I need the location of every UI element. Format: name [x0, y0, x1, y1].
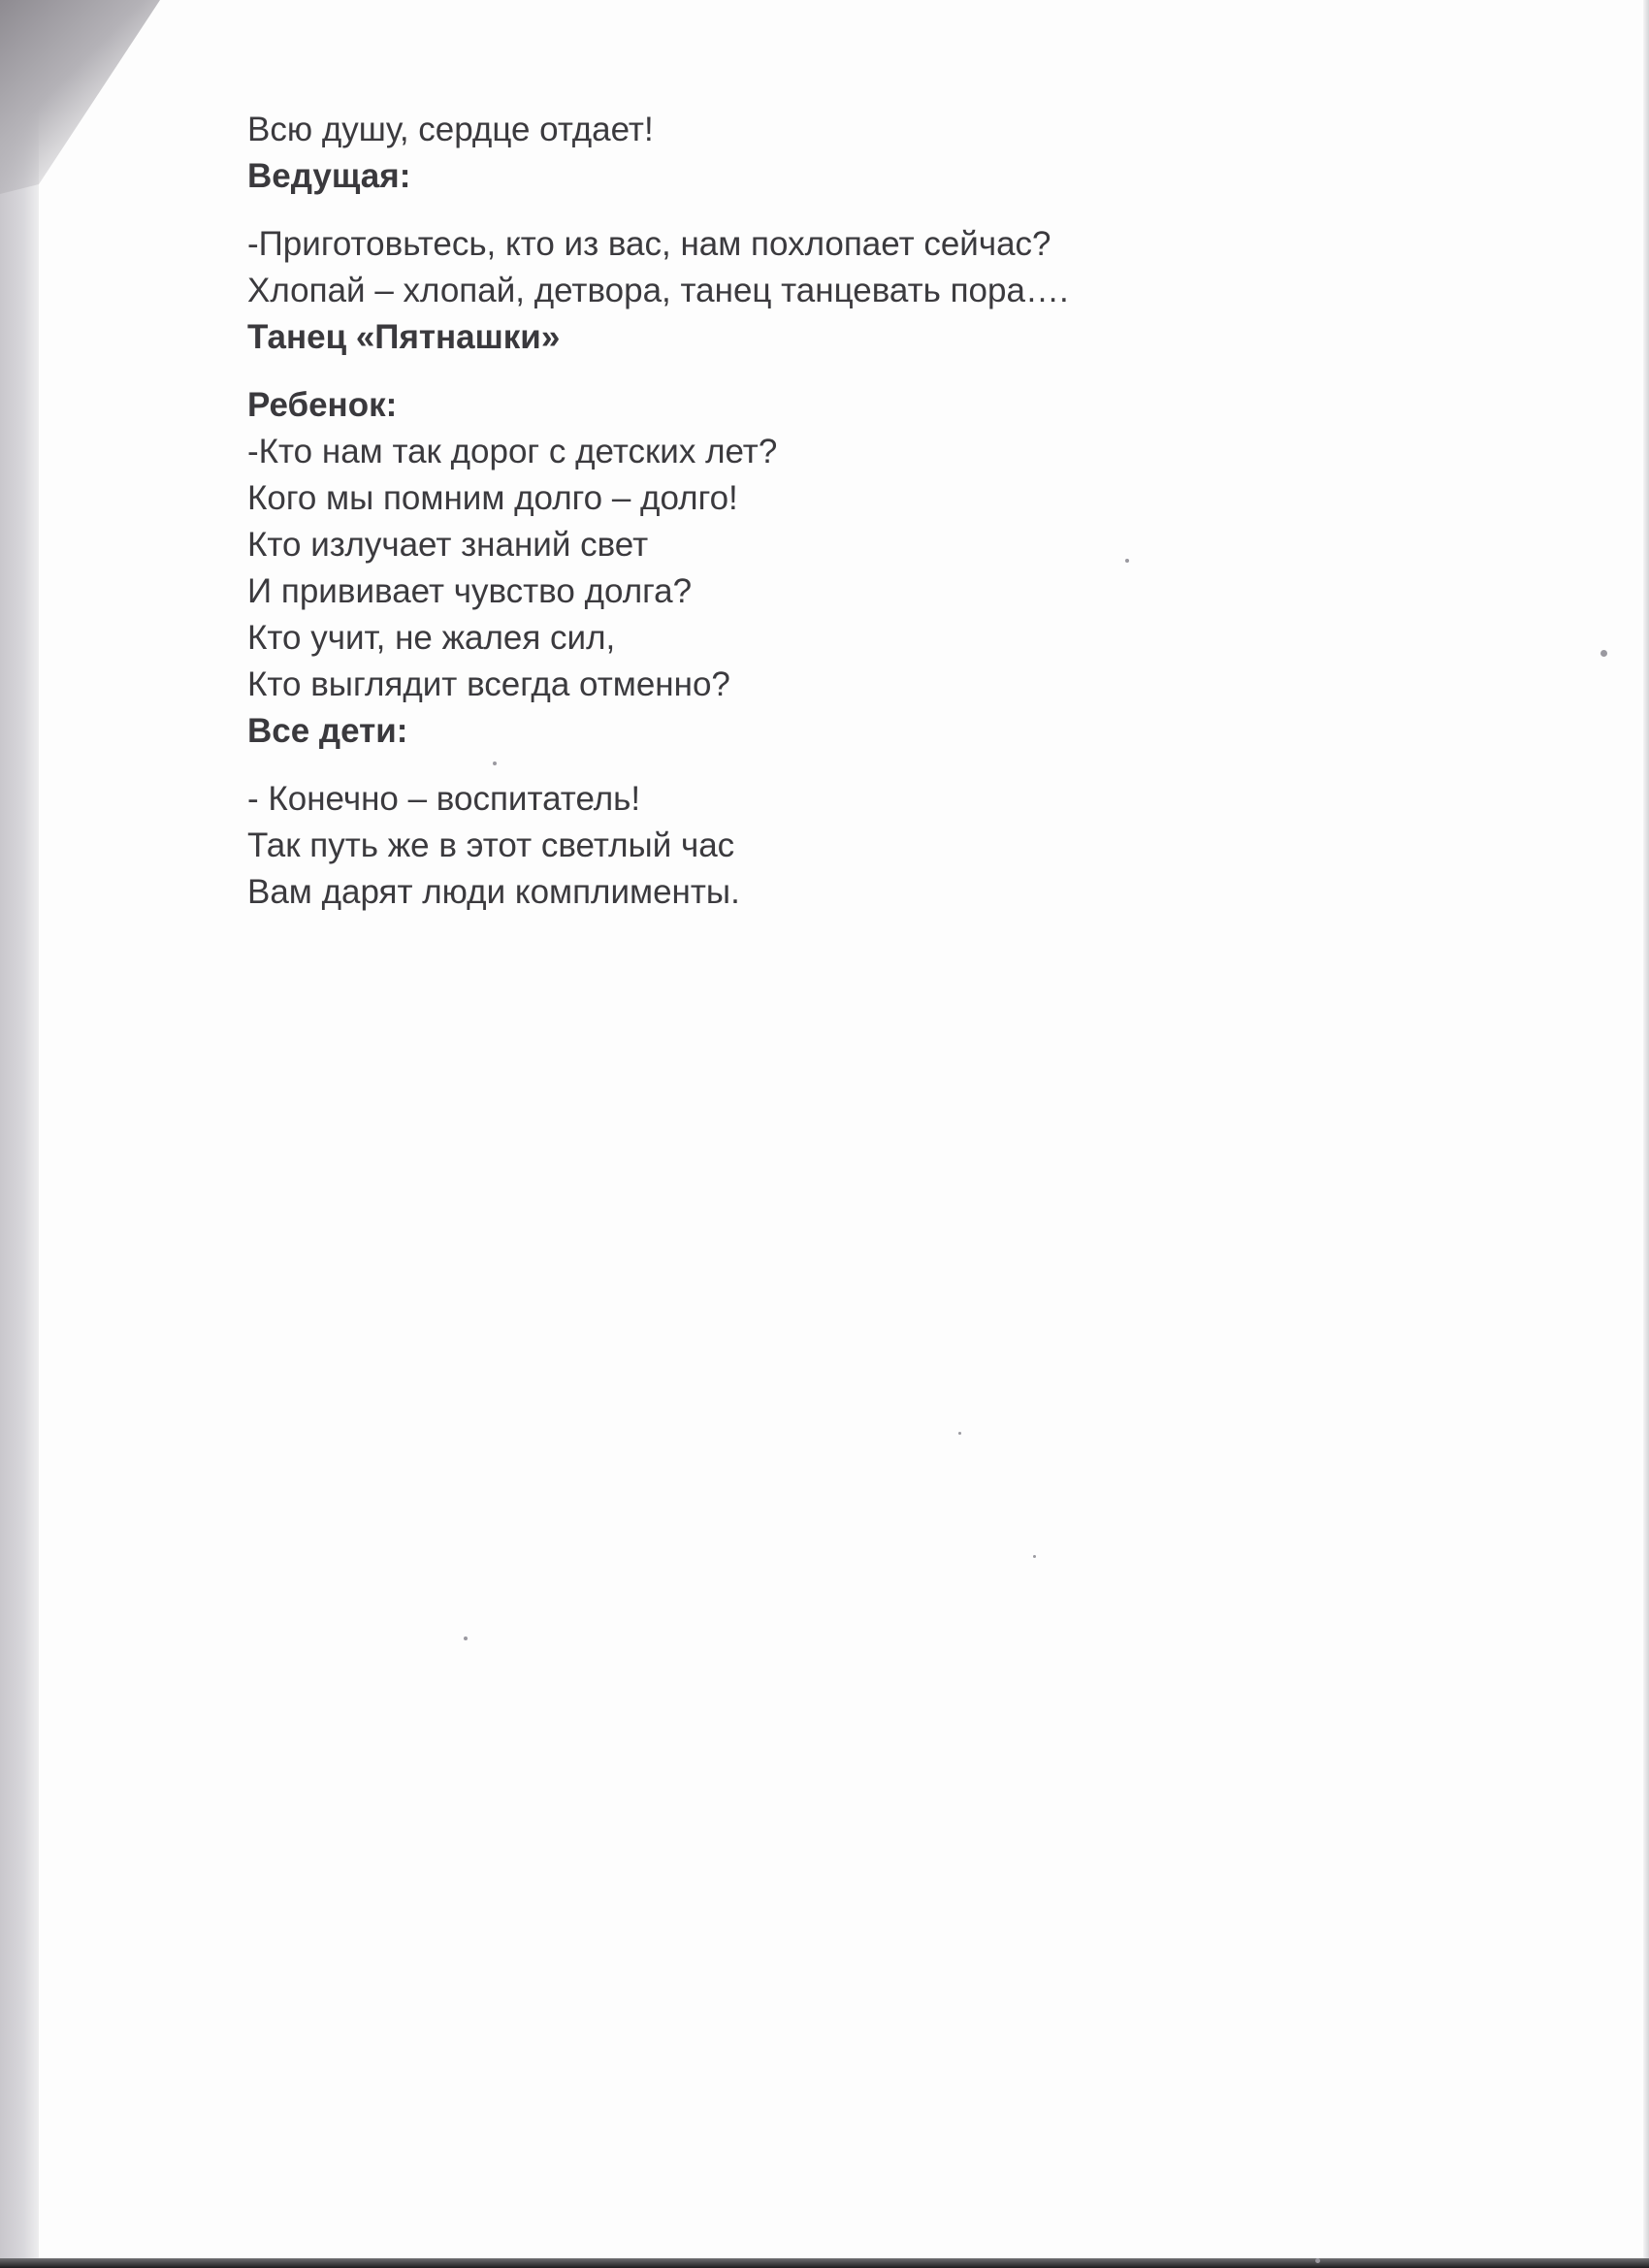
- text-line: Кто выглядит всегда отменно?: [247, 665, 730, 703]
- speaker-heading: Ребенок:: [247, 386, 398, 424]
- dance-heading: Танец «Пятнашки»: [247, 318, 561, 356]
- dust-speck: [464, 1636, 468, 1640]
- dust-speck: [958, 1432, 961, 1435]
- text-line: - Конечно – воспитатель!: [247, 780, 641, 818]
- text-line: Кто излучает знаний свет: [247, 526, 649, 564]
- page-text: [247, 107, 1411, 916]
- folded-corner: [0, 0, 165, 194]
- speaker-heading: Все дети:: [247, 712, 408, 750]
- text-line: Кого мы помним долго – долго!: [247, 479, 738, 517]
- speaker-heading: Ведущая:: [247, 157, 411, 195]
- text-line: Так путь же в этот светлый час: [247, 826, 735, 864]
- dust-speck: [1033, 1555, 1036, 1558]
- scan-bottom-edge: [0, 2258, 1649, 2268]
- text-line: Хлопай – хлопай, детвора, танец танцевать пора….: [247, 272, 1069, 309]
- text-line: Кто учит, не жалея сил,: [247, 619, 616, 657]
- dust-speck: [1125, 559, 1129, 563]
- text-line: И прививает чувство долга?: [247, 572, 693, 610]
- dust-speck: [493, 761, 497, 765]
- text-line: Всю душу, сердце отдает!: [247, 111, 654, 148]
- dust-speck: [1315, 2258, 1320, 2263]
- dust-speck: [1600, 650, 1607, 657]
- text-line: Вам дарят люди комплименты.: [247, 873, 740, 911]
- text-line: -Кто нам так дорог с детских лет?: [247, 433, 778, 470]
- scan-right-edge: [1643, 0, 1649, 2268]
- text-line: -Приготовьтесь, кто из вас, нам похлопает сейчас?: [247, 225, 1051, 263]
- scan-left-shadow: [0, 0, 39, 2268]
